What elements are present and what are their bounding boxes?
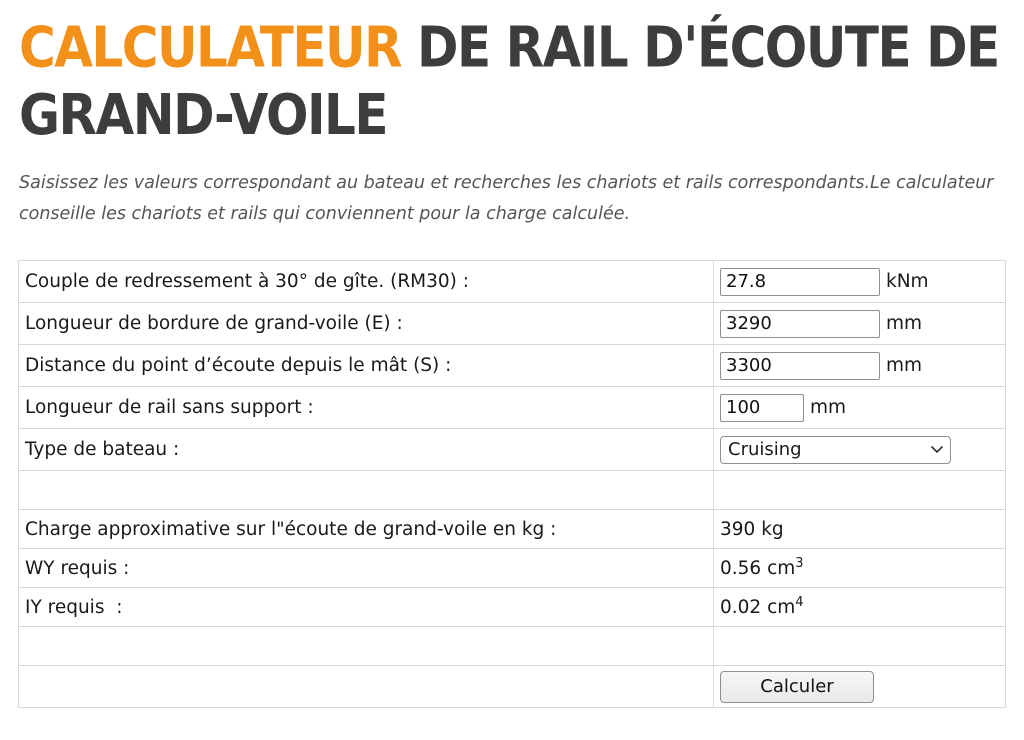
intro-text: Saisissez les valeurs correspondant au bateau et recherches les chariots et rails correspondants.Le calculateur conseille les chariots et rails qui conviennent pour la charge calculée. bbox=[19, 173, 994, 224]
unsupported-rail-cell bbox=[714, 387, 1006, 429]
boom-length-unit: mm bbox=[886, 313, 923, 334]
iy-cell bbox=[714, 588, 1006, 627]
iy-value: 0.02 cm bbox=[720, 596, 796, 618]
load-label: Charge approximative sur l"écoute de grand-voile en kg : bbox=[19, 510, 714, 549]
spacer-row bbox=[19, 471, 1006, 510]
wy-cell bbox=[714, 549, 1006, 588]
boom-length-cell bbox=[714, 303, 1006, 345]
spacer-row bbox=[19, 627, 1006, 666]
row-sheet-distance bbox=[19, 345, 1006, 387]
wy-exponent: 3 bbox=[795, 555, 804, 571]
unsupported-rail-label: Longueur de rail sans support : bbox=[19, 387, 714, 429]
sheet-distance-unit: mm bbox=[886, 355, 923, 376]
boat-type-select[interactable] bbox=[720, 436, 951, 464]
boat-type-cell bbox=[714, 429, 1006, 471]
rm30-unit: kNm bbox=[886, 271, 929, 292]
rm30-label: Couple de redressement à 30° de gîte. (RM30) : bbox=[19, 261, 714, 303]
rm30-input[interactable] bbox=[720, 268, 880, 296]
boom-length-label: Longueur de bordure de grand-voile (E) : bbox=[19, 303, 714, 345]
row-boom-length bbox=[19, 303, 1006, 345]
sheet-distance-input[interactable] bbox=[720, 352, 880, 380]
iy-exponent: 4 bbox=[795, 594, 804, 610]
title-rest: DE RAIL D'ÉCOUTE DE GRAND-VOILE bbox=[19, 15, 999, 148]
row-boat-type bbox=[19, 429, 1006, 471]
wy-value: 0.56 cm bbox=[720, 557, 796, 579]
wy-label: WY requis : bbox=[19, 549, 714, 588]
title-accent: CALCULATEUR bbox=[19, 15, 402, 81]
row-load bbox=[19, 510, 1006, 549]
load-value: 390 kg bbox=[714, 510, 1006, 549]
unsupported-rail-input[interactable] bbox=[720, 394, 804, 422]
row-unsupported-rail bbox=[19, 387, 1006, 429]
boat-type-selected-value: Cruising bbox=[728, 439, 802, 460]
sheet-distance-label: Distance du point d’écoute depuis le mât (S) : bbox=[19, 345, 714, 387]
boom-length-input[interactable] bbox=[720, 310, 880, 338]
row-iy bbox=[19, 588, 1006, 627]
actions-cell bbox=[714, 666, 1006, 708]
boat-type-label: Type de bateau : bbox=[19, 429, 714, 471]
calculate-button[interactable]: Calculer bbox=[720, 671, 874, 703]
sheet-distance-cell bbox=[714, 345, 1006, 387]
iy-label: IY requis : bbox=[19, 588, 714, 627]
rm30-cell bbox=[714, 261, 1006, 303]
row-rm30 bbox=[19, 261, 1006, 303]
row-wy bbox=[19, 549, 1006, 588]
row-actions bbox=[19, 666, 1006, 708]
calculator-table bbox=[18, 260, 1006, 708]
chevron-down-icon bbox=[930, 445, 944, 454]
unsupported-rail-unit: mm bbox=[810, 397, 847, 418]
page-title bbox=[19, 14, 1009, 148]
